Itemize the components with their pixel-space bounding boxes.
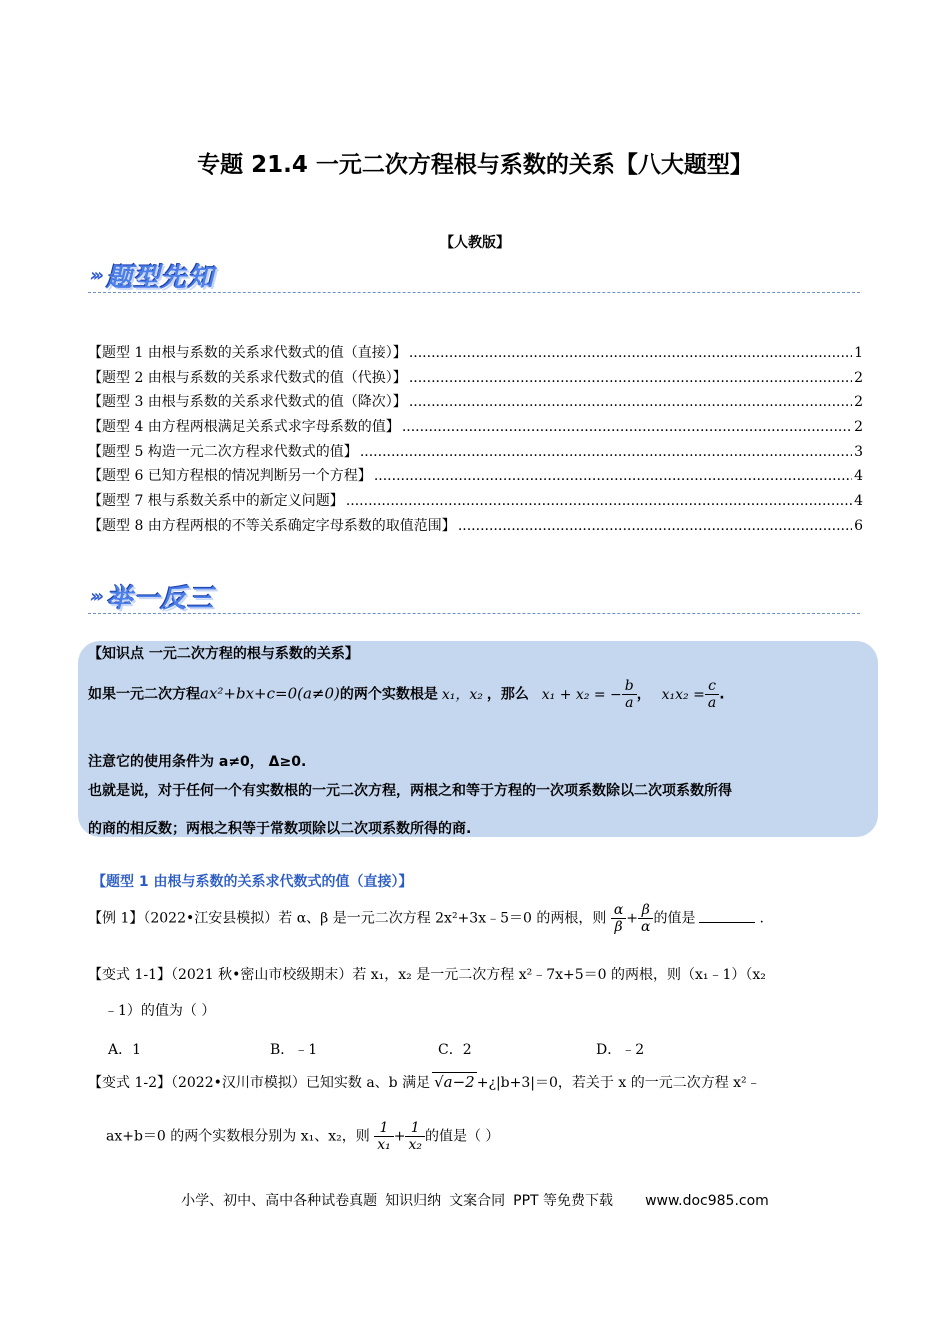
banner-question-types (90, 255, 214, 295)
choice-d[interactable]: D．﹣2 (596, 1042, 645, 1058)
roots-text: x₁，x₂ (441, 686, 483, 703)
section-heading-type1: 【题型 1 由根与系数的关系求代数式的值（直接）】 (92, 874, 413, 890)
toc-item[interactable]: 【题型 2 由根与系数的关系求代数式的值（代换）】 ..... 2 (88, 367, 863, 392)
fraction-c-over-a: $\frac{c}{a}$ (705, 678, 719, 711)
variant-1-2-line2: ax+b＝0 的两个实数根分别为 x₁、x₂，则 $\frac{1}{\text{x₁}}$ + $\frac{1}{\text{x₂}}$ 的值是（ ） (106, 1120, 500, 1154)
answer-blank[interactable] (699, 922, 755, 923)
fraction-1-over-x2: $\frac{1}{\text{x₂}}$ (405, 1120, 425, 1153)
toc-item[interactable]: 【题型 4 由方程两根满足关系式求字母系数的值】 ..... 2 (88, 416, 863, 441)
banner-examples (90, 576, 214, 616)
choice-c[interactable]: C．2 (438, 1042, 472, 1058)
knowledge-title: 【知识点 一元二次方程的根与系数的关系】 (88, 646, 359, 662)
fraction-beta-over-alpha: $\frac{\beta}{\alpha}$ (638, 902, 653, 935)
knowledge-explanation-2: 的商的相反数；两根之积等于常数项除以二次项系数所得的商. (88, 821, 472, 837)
page-title: 专题 21.4 一元二次方程根与系数的关系【八大题型】 (197, 152, 753, 178)
knowledge-explanation-1: 也就是说，对于任何一个有实数根的一元二次方程，两根之和等于方程的一次项系数除以二次项系数所得 (88, 783, 732, 799)
footer-link[interactable]: www.doc985.com (645, 1193, 769, 1209)
equation-text: ax²+bx+c=0(a≠0) (200, 684, 340, 703)
sum-formula: x₁ + x₂ = − (541, 686, 622, 703)
fraction-b-over-a: $\frac{b}{a}$ (622, 678, 637, 711)
page-footer: 小学、初中、高中各种试卷真题 知识归纳 文案合同 PPT 等免费下载 www.doc985.com (181, 1193, 769, 1209)
variant-1-1-line1: 【变式 1-1】（2021 秋•密山市校级期末）若 x₁，x₂ 是一元二次方程 x²﹣7x+5＝0 的两根，则（x₁﹣1）（x₂ (88, 967, 766, 983)
toc-item[interactable]: 【题型 5 构造一元二次方程求代数式的值】 ..... 3 (88, 441, 863, 466)
knowledge-formula-line: 如果一元二次方程ax²+bx+c=0(a≠0)的两个实数根是 x₁，x₂ ，那么 x₁ + x₂ = − $\frac{b}{a}$ ， x₁x₂ = $\frac{c}{a}$ . (88, 678, 725, 712)
choice-a[interactable]: A．1 (108, 1042, 142, 1058)
fraction-1-over-x1: $\frac{1}{\text{x₁}}$ (374, 1120, 394, 1153)
divider (88, 292, 860, 293)
edition-label: 【人教版】 (440, 235, 510, 251)
toc-item[interactable]: 【题型 6 已知方程根的情况判断另一个方程】 ..... 4 (88, 465, 863, 490)
knowledge-condition: 注意它的使用条件为 a≠0， Δ≥0. (88, 754, 307, 770)
arrows-icon: ››› (90, 264, 101, 286)
banner-text: 题型先知 (106, 262, 215, 293)
toc-item[interactable]: 【题型 3 由根与系数的关系求代数式的值（降次）】 ..... 2 (88, 391, 863, 416)
choice-b[interactable]: B．﹣1 (270, 1042, 318, 1058)
toc-item[interactable]: 【题型 7 根与系数关系中的新定义问题】 ..... 4 (88, 490, 863, 515)
toc-item[interactable]: 【题型 8 由方程两根的不等关系确定字母系数的取值范围】 ..... 6 (88, 515, 863, 540)
banner-text: 举一反三 (106, 583, 215, 614)
example-1: 【例 1】（2022•江安县模拟）若 α、β 是一元二次方程 2x²+3x﹣5＝0 的两根，则 $\frac{\alpha}{\beta}$ + $\frac{\beta}{\alpha}$ 的值是 . (88, 902, 764, 936)
knowledge-box (78, 641, 878, 837)
variant-1-1-line2: ﹣1）的值为（ ） (104, 1003, 216, 1019)
fraction-alpha-over-beta: $\frac{\alpha}{\beta}$ (611, 902, 626, 935)
variant-1-2-line1: 【变式 1-2】（2022•汉川市模拟）已知实数 a、b 满足 √a−2 +¿|b+3|＝0，若关于 x 的一元二次方程 x²﹣ (88, 1073, 761, 1091)
divider (88, 613, 860, 614)
radical-expression: √a−2 (434, 1073, 475, 1091)
product-formula: x₁x₂ = (661, 686, 705, 703)
arrows-icon: ››› (90, 585, 101, 607)
table-of-contents (88, 342, 863, 540)
toc-item[interactable]: 【题型 1 由根与系数的关系求代数式的值（直接）】 ..... 1 (88, 342, 863, 367)
